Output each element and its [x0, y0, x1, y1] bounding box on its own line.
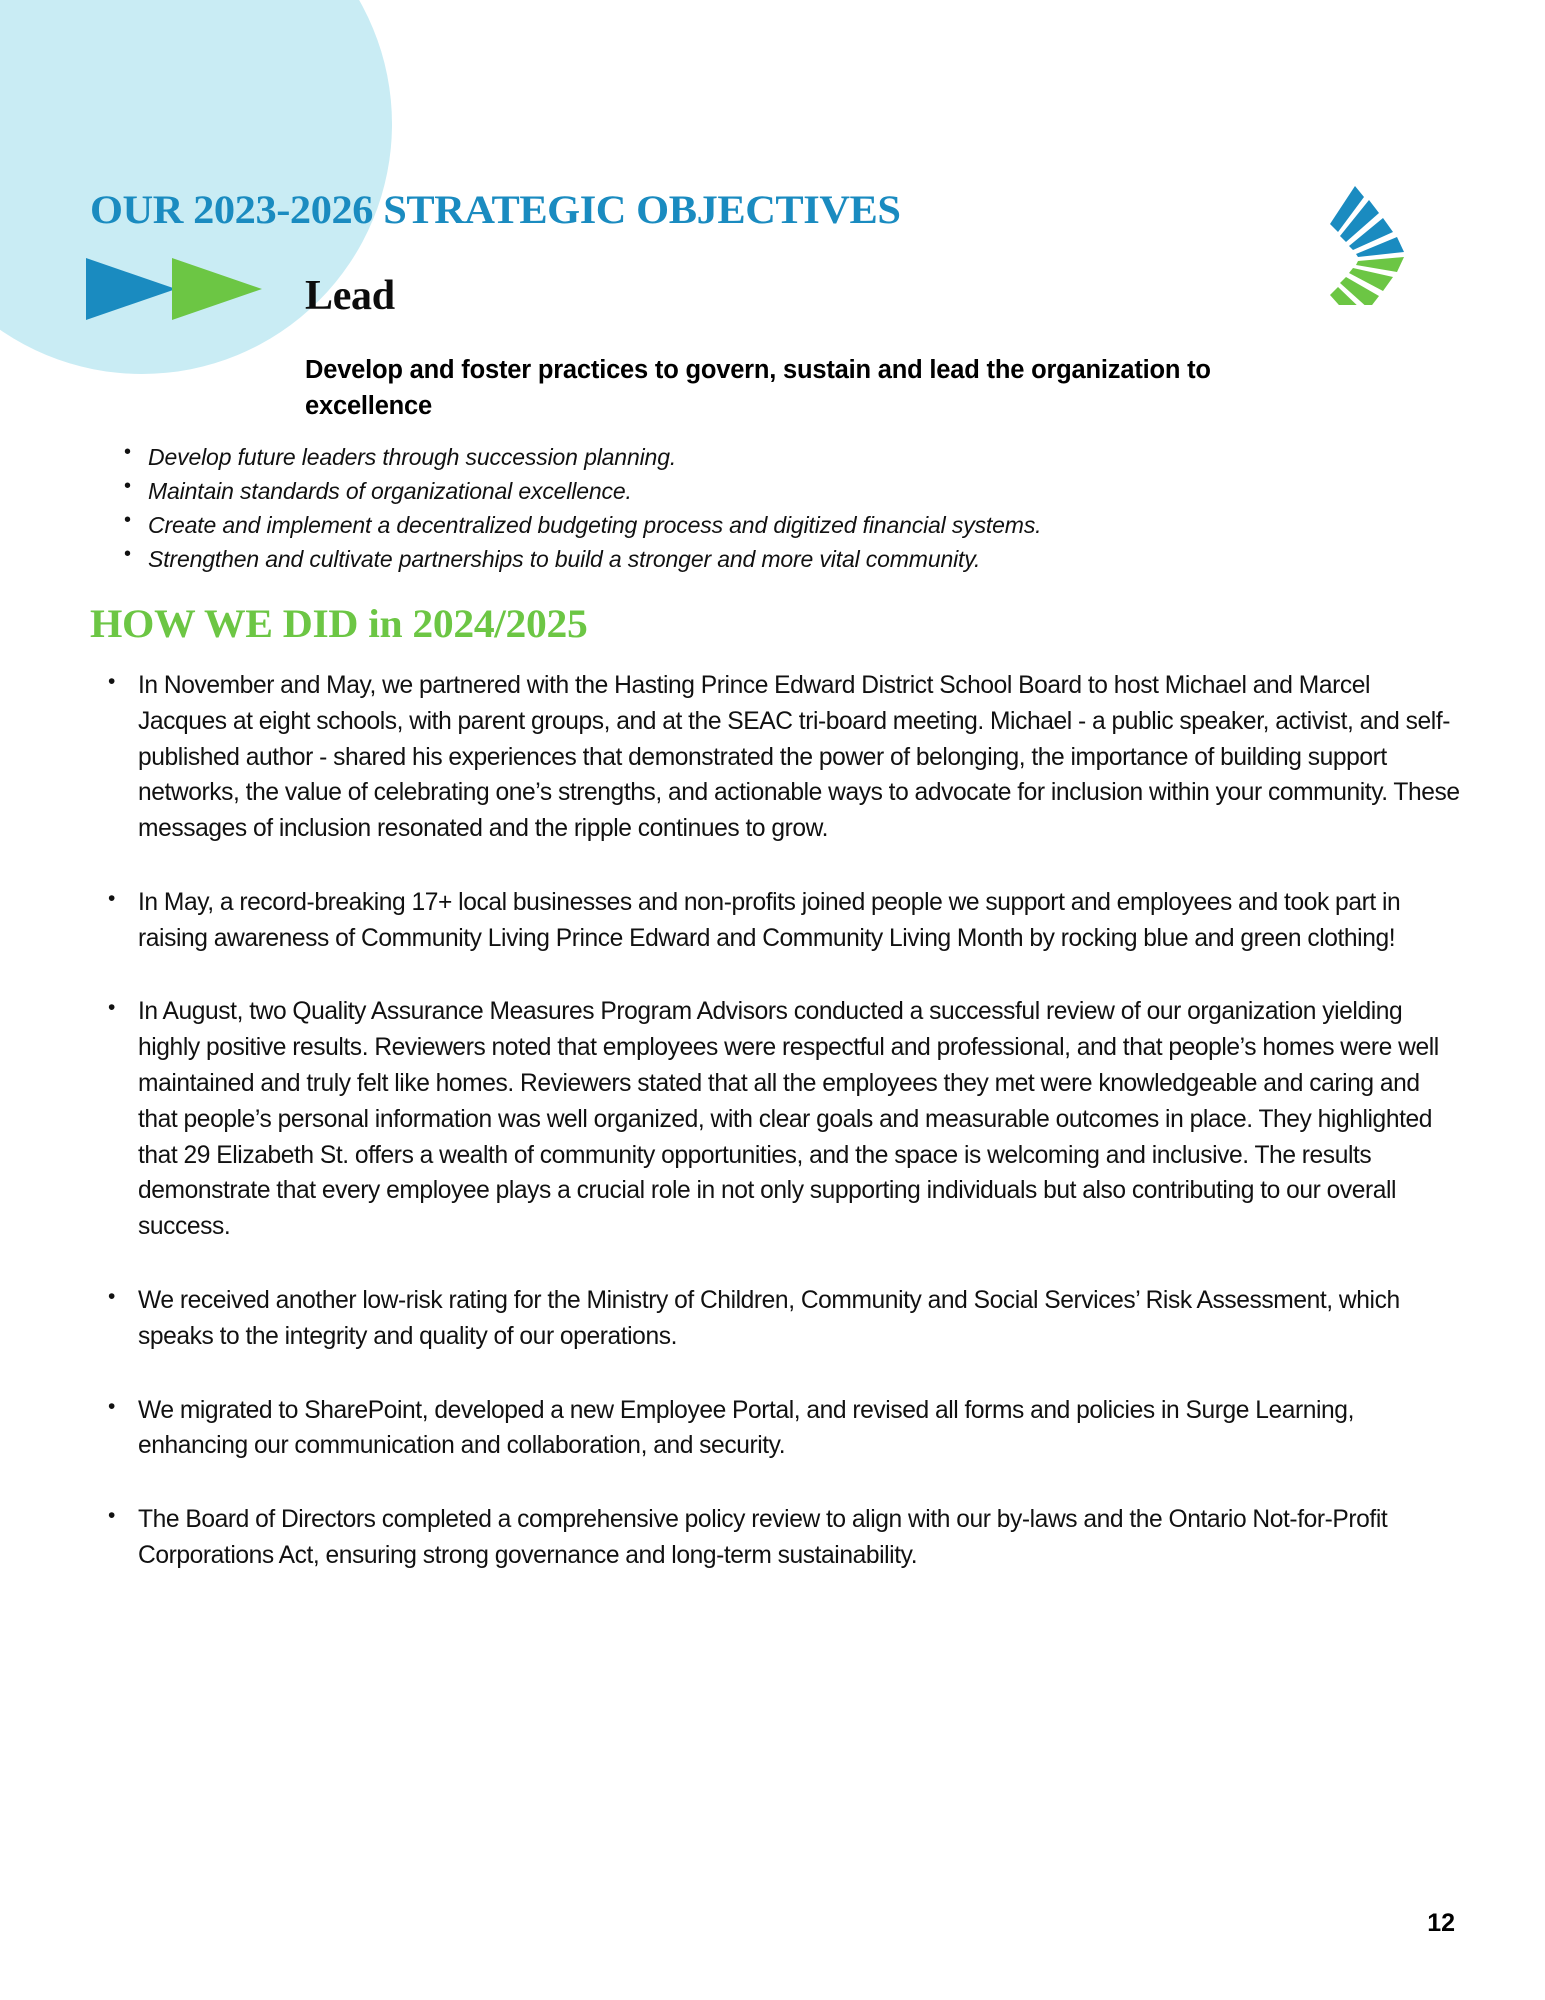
- list-item: • The Board of Directors completed a comprehensive policy review to align with our by-laws and the Ontario Not-for-Profit Corporations Act, ensuring strong governance and long-term sustainability.: [100, 1502, 1460, 1574]
- section-heading-how-we-did: HOW WE DID in 2024/2025: [90, 601, 588, 646]
- list-item: • We received another low-risk rating for the Ministry of Children, Community and Social Services’ Risk Assessment, which speaks to the integrity and quality of our operations.: [100, 1283, 1460, 1355]
- list-item: • Create and implement a decentralized budgeting process and digitized financial systems.: [118, 508, 1418, 542]
- list-item: • Maintain standards of organizational excellence.: [118, 474, 1418, 508]
- list-item: • Strengthen and cultivate partnerships to build a stronger and more vital community.: [118, 542, 1418, 576]
- list-item: • We migrated to SharePoint, developed a new Employee Portal, and revised all forms and policies in Surge Learning, enhancing our communication and collaboration, and security.: [100, 1393, 1460, 1465]
- objective-bullet-list: [118, 440, 1418, 576]
- list-item: • In November and May, we partnered with the Hasting Prince Edward District School Board to host Michael and Marcel Jacques at eight schools, with parent groups, and at the SEAC tri-board meeting. Michael - a public speaker, activist, and self-published author - shared his experiences that demonstrated the power of belonging, the importance of building support networks, the value of celebrating one’s strengths, and actionable ways to advocate for inclusion within your community. These messages of inclusion resonated and the ripple continues to grow.: [100, 668, 1460, 847]
- community-living-diamond-logo-icon: [1300, 180, 1410, 305]
- page-number: 12: [1427, 1909, 1455, 1937]
- page-title: OUR 2023-2026 STRATEGIC OBJECTIVES: [90, 187, 901, 232]
- results-bullet-list: [100, 668, 1460, 1574]
- list-item: • In August, two Quality Assurance Measures Program Advisors conducted a successful review of our organization yielding highly positive results. Reviewers noted that employees were respectful and professional, and that people’s homes were well maintained and truly felt like homes. Reviewers stated that all the employees they met were knowledgeable and caring and that people’s personal information was well organized, with clear goals and measurable outcomes in place. They highlighted that 29 Elizabeth St. offers a wealth of community opportunities, and the space is welcoming and inclusive. The results demonstrate that every employee plays a crucial role in not only supporting individuals but also contributing to our overall success.: [100, 994, 1460, 1244]
- objective-description: Develop and foster practices to govern, sustain and lead the organization to excellence: [305, 356, 1211, 421]
- objective-name: Lead: [305, 273, 395, 319]
- list-item: • In May, a record-breaking 17+ local businesses and non-profits joined people we support and employees and took part in raising awareness of Community Living Prince Edward and Community Living Month by rocking blue and green clothing!: [100, 885, 1460, 957]
- double-chevron-arrow-icon: [84, 256, 264, 322]
- list-item: • Develop future leaders through succession planning.: [118, 440, 1418, 474]
